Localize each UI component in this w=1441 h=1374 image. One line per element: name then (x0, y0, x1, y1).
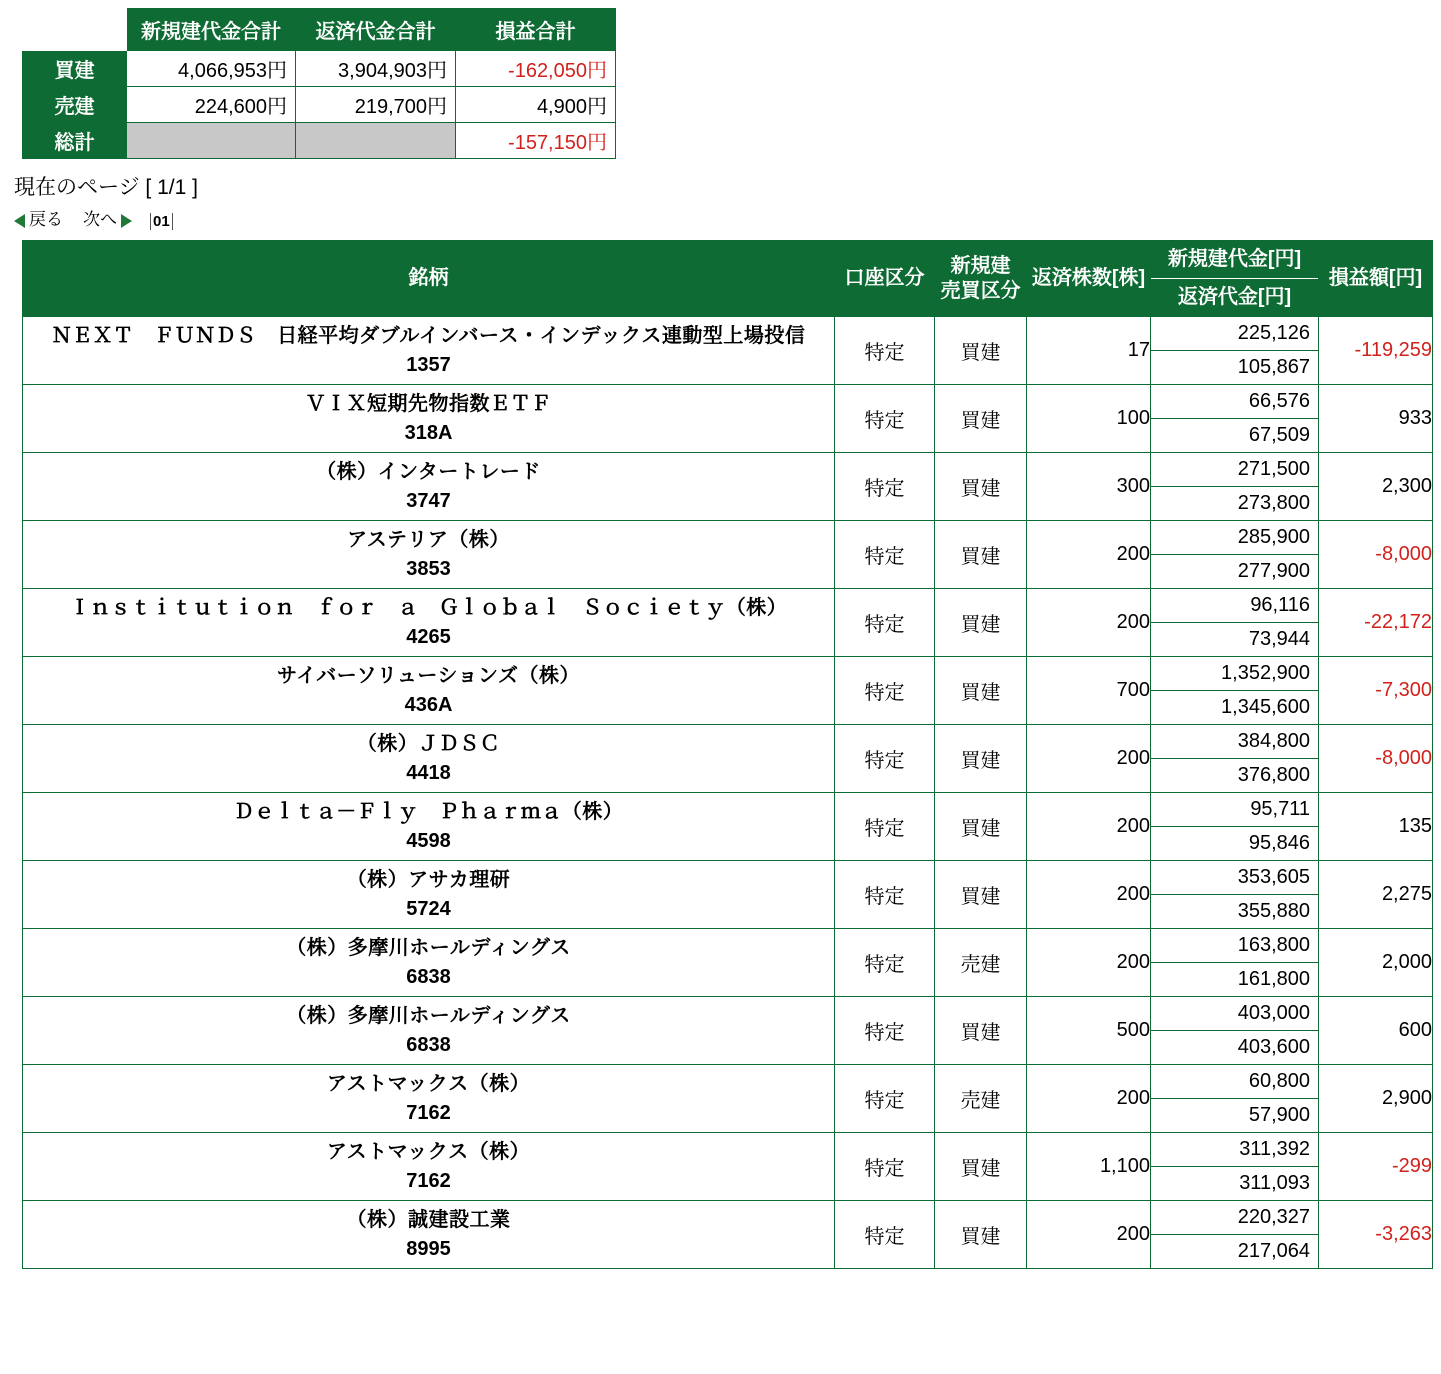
security-name: サイバーソリューションズ（株） (277, 664, 580, 687)
cell-repay-amount: 95,846 (1248, 832, 1310, 854)
table-row (23, 1065, 1433, 1133)
cell-repay-amount: 161,800 (1237, 968, 1310, 990)
pager (14, 205, 1441, 230)
cell-amounts (1151, 657, 1319, 725)
positions-table (22, 240, 1433, 1269)
cell-repay-amount: 67,509 (1248, 424, 1310, 446)
column-header-repay-qty: 返済株数[株] (1027, 241, 1151, 317)
page-root (0, 8, 1441, 1269)
summary-buy-new-amount: 4,066,953円 (127, 51, 296, 87)
cell-profit-loss: 2,900 (1319, 1065, 1433, 1133)
cell-buysell: 買建 (935, 861, 1027, 929)
summary-total-pl: -157,150円 (456, 123, 616, 159)
summary-total-new-amount (127, 123, 296, 159)
column-header-name: 銘柄 (23, 241, 835, 317)
cell-account-type: 特定 (835, 1201, 935, 1269)
cell-security-name (23, 657, 835, 725)
cell-profit-loss: 135 (1319, 793, 1433, 861)
cell-amounts (1151, 589, 1319, 657)
cell-amounts (1151, 861, 1319, 929)
cell-repay-qty: 100 (1027, 385, 1151, 453)
cell-buysell: 買建 (935, 657, 1027, 725)
cell-repay-amount: 355,880 (1237, 900, 1310, 922)
cell-profit-loss: 2,300 (1319, 453, 1433, 521)
cell-repay-qty: 200 (1027, 929, 1151, 997)
summary-row-buy (23, 51, 616, 87)
cell-repay-qty: 200 (1027, 589, 1151, 657)
summary-header-repay-amount: 返済代金合計 (296, 9, 456, 51)
cell-profit-loss: -7,300 (1319, 657, 1433, 725)
table-row (23, 589, 1433, 657)
cell-amounts (1151, 725, 1319, 793)
security-code: 6838 (406, 1033, 451, 1056)
current-page-label: 現在のページ [ 1/1 ] (14, 176, 198, 199)
security-name: アステリア（株） (347, 528, 510, 551)
security-name: ＮＥＸＴ ＦＵＮＤＳ 日経平均ダブルインバース・インデックス連動型上場投信 (51, 324, 806, 347)
column-header-pl: 損益額[円] (1319, 241, 1433, 317)
cell-new-amount: 311,392 (1151, 1133, 1318, 1167)
table-row (23, 1201, 1433, 1269)
cell-buysell: 買建 (935, 1133, 1027, 1201)
cell-new-amount: 353,605 (1151, 861, 1318, 895)
summary-totals-table (22, 8, 616, 159)
security-code: 318A (404, 421, 453, 444)
security-code: 436A (404, 693, 453, 716)
prev-page-link[interactable]: 戻る (29, 210, 63, 229)
summary-header-row (23, 9, 616, 51)
summary-row-label-sell: 売建 (23, 87, 127, 123)
positions-table-body (23, 317, 1433, 1269)
cell-account-type: 特定 (835, 929, 935, 997)
table-row (23, 861, 1433, 929)
cell-amounts (1151, 793, 1319, 861)
cell-repay-qty: 200 (1027, 1065, 1151, 1133)
cell-security-name (23, 793, 835, 861)
cell-repay-amount: 57,900 (1248, 1104, 1310, 1126)
security-name: （株）インタートレード (316, 460, 541, 483)
security-name: アストマックス（株） (326, 1072, 531, 1095)
cell-account-type: 特定 (835, 793, 935, 861)
cell-new-amount: 96,116 (1151, 589, 1318, 623)
summary-row-label-buy: 買建 (23, 51, 127, 87)
column-header-new-buysell-line1: 新規建 (950, 254, 1011, 277)
cell-new-amount: 403,000 (1151, 997, 1318, 1031)
cell-account-type: 特定 (835, 1133, 935, 1201)
cell-new-amount: 1,352,900 (1151, 657, 1318, 691)
cell-buysell: 買建 (935, 793, 1027, 861)
cell-amounts (1151, 521, 1319, 589)
cell-buysell: 買建 (935, 997, 1027, 1065)
cell-security-name (23, 997, 835, 1065)
cell-repay-qty: 700 (1027, 657, 1151, 725)
cell-repay-amount: 1,345,600 (1221, 696, 1310, 718)
cell-new-amount: 60,800 (1151, 1065, 1318, 1099)
cell-new-amount: 95,711 (1151, 793, 1318, 827)
table-row (23, 997, 1433, 1065)
summary-row-label-total: 総計 (23, 123, 127, 159)
cell-profit-loss: -299 (1319, 1133, 1433, 1201)
cell-buysell: 買建 (935, 385, 1027, 453)
cell-new-amount: 163,800 (1151, 929, 1318, 963)
summary-buy-repay-amount: 3,904,903円 (296, 51, 456, 87)
summary-sell-new-amount: 224,600円 (127, 87, 296, 123)
cell-security-name (23, 929, 835, 997)
summary-total-repay-amount (296, 123, 456, 159)
cell-amounts (1151, 317, 1319, 385)
cell-account-type: 特定 (835, 589, 935, 657)
cell-amounts (1151, 385, 1319, 453)
cell-profit-loss: -119,259 (1319, 317, 1433, 385)
cell-profit-loss: 2,000 (1319, 929, 1433, 997)
table-row (23, 725, 1433, 793)
cell-amounts (1151, 453, 1319, 521)
security-code: 4598 (406, 829, 451, 852)
cell-security-name (23, 317, 835, 385)
cell-repay-amount: 73,944 (1248, 628, 1310, 650)
security-code: 6838 (406, 965, 451, 988)
column-header-new-amount: 新規建代金[円] (1151, 241, 1318, 279)
summary-row-total (23, 123, 616, 159)
cell-profit-loss: 2,275 (1319, 861, 1433, 929)
cell-account-type: 特定 (835, 861, 935, 929)
cell-amounts (1151, 1065, 1319, 1133)
cell-repay-amount: 217,064 (1237, 1240, 1310, 1262)
cell-account-type: 特定 (835, 657, 935, 725)
table-row (23, 657, 1433, 725)
cell-security-name (23, 589, 835, 657)
cell-repay-qty: 17 (1027, 317, 1151, 385)
summary-corner-cell (23, 9, 127, 51)
cell-amounts (1151, 997, 1319, 1065)
security-code: 4265 (406, 625, 451, 648)
summary-header-pl: 損益合計 (456, 9, 616, 51)
cell-account-type: 特定 (835, 725, 935, 793)
cell-security-name (23, 1201, 835, 1269)
table-row (23, 317, 1433, 385)
cell-repay-qty: 300 (1027, 453, 1151, 521)
cell-buysell: 買建 (935, 589, 1027, 657)
cell-profit-loss: -3,263 (1319, 1201, 1433, 1269)
security-name: ＶＩＸ短期先物指数ＥＴＦ (305, 392, 552, 415)
cell-account-type: 特定 (835, 997, 935, 1065)
cell-security-name (23, 1065, 835, 1133)
page-number-current[interactable]: 01 (150, 213, 173, 230)
table-row (23, 1133, 1433, 1201)
cell-profit-loss: -8,000 (1319, 725, 1433, 793)
table-row (23, 793, 1433, 861)
next-page-link[interactable]: 次へ (83, 210, 117, 229)
cell-profit-loss: 600 (1319, 997, 1433, 1065)
cell-buysell: 売建 (935, 1065, 1027, 1133)
cell-security-name (23, 861, 835, 929)
security-code: 3853 (406, 557, 451, 580)
cell-repay-qty: 200 (1027, 1201, 1151, 1269)
security-name: （株）ＪＤＳＣ (356, 732, 501, 755)
cell-new-amount: 384,800 (1151, 725, 1318, 759)
security-code: 4418 (406, 761, 451, 784)
column-header-amounts (1151, 241, 1319, 317)
table-row (23, 929, 1433, 997)
cell-account-type: 特定 (835, 385, 935, 453)
cell-amounts (1151, 1201, 1319, 1269)
cell-repay-amount: 273,800 (1237, 492, 1310, 514)
cell-new-amount: 271,500 (1151, 453, 1318, 487)
prev-arrow-icon[interactable] (14, 214, 25, 228)
grid-header-row (23, 241, 1433, 317)
security-name: （株）アサカ理研 (346, 868, 511, 891)
cell-repay-amount: 105,867 (1237, 356, 1310, 378)
cell-security-name (23, 725, 835, 793)
table-row (23, 453, 1433, 521)
cell-account-type: 特定 (835, 521, 935, 589)
cell-new-amount: 285,900 (1151, 521, 1318, 555)
security-name: Ｉｎｓｔｉｔｕｔｉｏｎ ｆｏｒ ａ Ｇｌｏｂａｌ Ｓｏｃｉｅｔｙ（株） (69, 596, 788, 619)
summary-sell-repay-amount: 219,700円 (296, 87, 456, 123)
security-code: 5724 (406, 897, 451, 920)
security-name: （株）多摩川ホールディングス (286, 936, 571, 959)
cell-new-amount: 66,576 (1151, 385, 1318, 419)
security-code: 7162 (406, 1169, 451, 1192)
cell-security-name (23, 521, 835, 589)
cell-buysell: 売建 (935, 929, 1027, 997)
next-arrow-icon[interactable] (121, 214, 132, 228)
cell-repay-qty: 200 (1027, 725, 1151, 793)
cell-repay-qty: 500 (1027, 997, 1151, 1065)
table-row (23, 385, 1433, 453)
column-header-new-buysell-line2: 売買区分 (940, 279, 1021, 302)
summary-header-new-amount: 新規建代金合計 (127, 9, 296, 51)
cell-security-name (23, 385, 835, 453)
security-name: （株）誠建設工業 (346, 1208, 511, 1231)
security-code: 3747 (406, 489, 451, 512)
cell-repay-amount: 311,093 (1239, 1172, 1310, 1194)
cell-amounts (1151, 929, 1319, 997)
security-name: アストマックス（株） (326, 1140, 531, 1163)
security-name: Ｄｅｌｔａ－Ｆｌｙ Ｐｈａｒｍａ（株） (233, 800, 624, 823)
cell-profit-loss: 933 (1319, 385, 1433, 453)
cell-repay-amount: 376,800 (1237, 764, 1310, 786)
cell-account-type: 特定 (835, 317, 935, 385)
security-code: 8995 (406, 1237, 451, 1260)
cell-repay-qty: 200 (1027, 521, 1151, 589)
cell-account-type: 特定 (835, 1065, 935, 1133)
cell-security-name (23, 1133, 835, 1201)
column-header-account-type: 口座区分 (835, 241, 935, 317)
cell-buysell: 買建 (935, 725, 1027, 793)
cell-buysell: 買建 (935, 521, 1027, 589)
cell-buysell: 買建 (935, 453, 1027, 521)
cell-profit-loss: -8,000 (1319, 521, 1433, 589)
cell-profit-loss: -22,172 (1319, 589, 1433, 657)
security-code: 7162 (406, 1101, 451, 1124)
cell-new-amount: 220,327 (1151, 1201, 1318, 1235)
cell-repay-amount: 403,600 (1237, 1036, 1310, 1058)
table-row (23, 521, 1433, 589)
cell-repay-qty: 1,100 (1027, 1133, 1151, 1201)
cell-buysell: 買建 (935, 317, 1027, 385)
security-name: （株）多摩川ホールディングス (286, 1004, 571, 1027)
summary-sell-pl: 4,900円 (456, 87, 616, 123)
summary-row-sell (23, 87, 616, 123)
column-header-new-buysell (935, 241, 1027, 317)
cell-repay-qty: 200 (1027, 793, 1151, 861)
column-header-repay-amount: 返済代金[円] (1177, 286, 1292, 308)
cell-security-name (23, 453, 835, 521)
cell-new-amount: 225,126 (1151, 317, 1318, 351)
cell-repay-amount: 277,900 (1237, 560, 1310, 582)
summary-buy-pl: -162,050円 (456, 51, 616, 87)
cell-account-type: 特定 (835, 453, 935, 521)
security-code: 1357 (406, 353, 451, 376)
cell-amounts (1151, 1133, 1319, 1201)
cell-buysell: 買建 (935, 1201, 1027, 1269)
cell-repay-qty: 200 (1027, 861, 1151, 929)
